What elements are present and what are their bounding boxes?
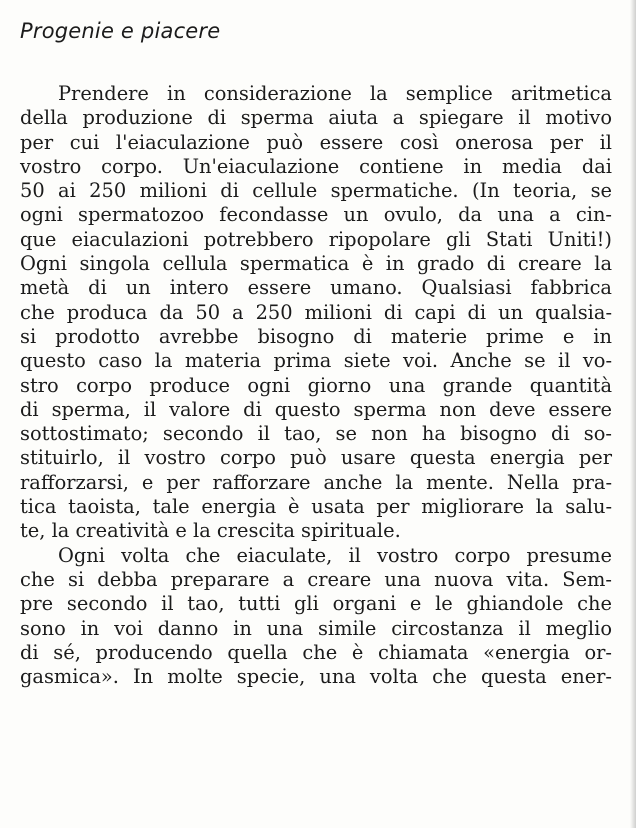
text-line: gasmica». In molte specie, una volta che questa ener-	[20, 665, 612, 689]
text-line: que eiaculazioni potrebbero ripopolare gli Stati Uniti!)	[20, 227, 612, 251]
text-line: che si debba preparare a creare una nuova vita. Sem-	[20, 567, 612, 591]
text-line: vostro corpo. Un'eiaculazione contiene in media dai	[20, 154, 612, 178]
text-line: questo caso la materia prima siete voi. Anche se il vo-	[20, 349, 612, 373]
page	[20, 10, 612, 689]
text-line: per cui l'eiaculazione può essere così onerosa per il	[20, 130, 612, 154]
text-line: Ogni volta che eiaculate, il vostro corpo presume	[58, 543, 612, 567]
text-line: tica taoista, tale energia è usata per migliorare la salu-	[20, 495, 612, 519]
text-line: della produzione di sperma aiuta a spiegare il motivo	[20, 106, 612, 130]
text-line: metà di un intero essere umano. Qualsiasi fabbrica	[20, 276, 612, 300]
text-line: di sé, producendo quella che è chiamata «energia or-	[20, 640, 612, 664]
text-line: sono in voi danno in una simile circostanza il meglio	[20, 616, 612, 640]
text-line: te, la creatività e la crescita spirituale.	[20, 519, 401, 543]
text-line: di sperma, il valore di questo sperma non deve essere	[20, 397, 612, 421]
paragraph-2	[20, 544, 612, 690]
text-line: Ogni singola cellula spermatica è in grado di creare la	[20, 252, 612, 276]
text-line: si prodotto avrebbe bisogno di materie prime e in	[20, 324, 612, 348]
text-line: stituirlo, il vostro corpo può usare questa energia per	[20, 446, 612, 470]
section-heading: Progenie e piacere	[20, 19, 221, 43]
text-line: che produca da 50 a 250 milioni di capi di un qualsia-	[20, 300, 612, 324]
text-line: pre secondo il tao, tutti gli organi e le ghiandole che	[20, 592, 612, 616]
text-line: Prendere in considerazione la semplice aritmetica	[58, 82, 612, 105]
body-text	[20, 82, 612, 689]
text-line: stro corpo produce ogni giorno una grande quantità	[20, 373, 612, 397]
paragraph-1	[20, 82, 612, 544]
text-line: ogni spermatozoo fecondasse un ovulo, da una a cin-	[20, 203, 612, 227]
text-line: rafforzarsi, e per rafforzare anche la mente. Nella pra-	[20, 470, 612, 494]
text-line: sottostimato; secondo il tao, se non ha bisogno di so-	[20, 422, 612, 446]
text-line: 50 ai 250 milioni di cellule spermatiche. (In teoria, se	[20, 179, 612, 203]
page-edge-shadow	[630, 0, 636, 828]
